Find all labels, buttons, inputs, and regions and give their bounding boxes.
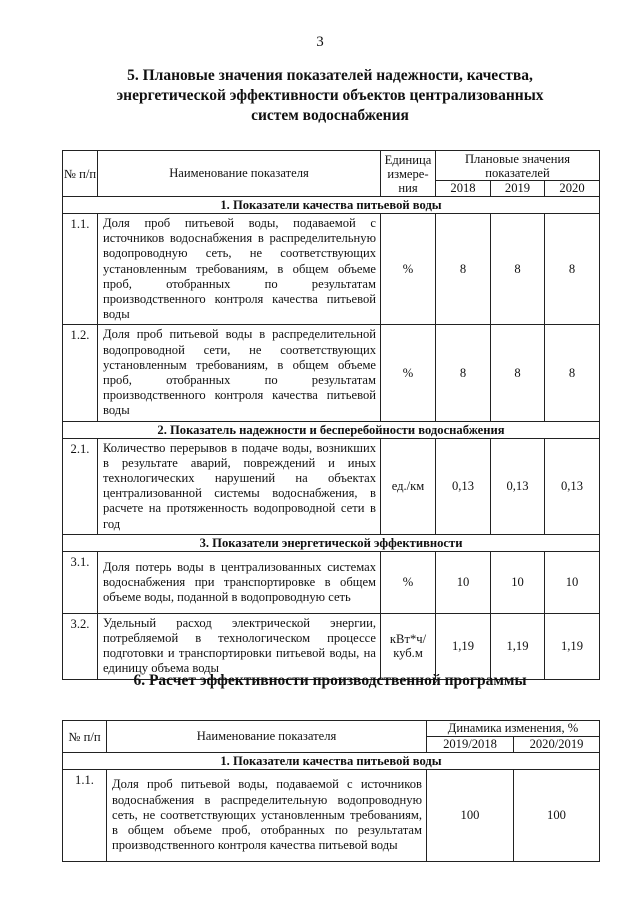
table-row: 1.2. Доля проб питьевой воды в распределительной водопроводной сети, не соответствующих установленным требованиям, в общем объеме проб, отобранных по результатам производственного контроля качества питьевой воды % 8 8 8 — [63, 325, 600, 421]
page-number: 3 — [316, 34, 324, 50]
year-2018-header: 2018 — [436, 181, 491, 197]
section5-title: 5. Плановые значения показателей надежности, качества, энергетической эффективности объектов централизованных систем водоснабжения — [116, 67, 544, 124]
year-2020-header: 2020 — [545, 181, 600, 197]
efficiency-table — [62, 720, 600, 862]
plan-values-table — [62, 150, 600, 680]
period-2020-2019-header: 2020/2019 — [514, 737, 600, 753]
table-row: 1.1. Доля проб питьевой воды, подаваемой с источников водоснабжения в распределительную водопроводную сеть, не соответствующих установленным требованиям, в общем объеме проб, отобранных по результатам производственного контроля качества питьевой воды 100 100 — [63, 770, 600, 862]
period-2019-2018-header: 2019/2018 — [427, 737, 514, 753]
col-num-header: № п/п — [63, 721, 107, 753]
col-dynamics-header: Динамика изменения, % — [427, 721, 600, 737]
group-quality-title: 1. Показатели качества питьевой воды — [63, 197, 600, 214]
year-2019-header: 2019 — [491, 181, 545, 197]
col-name-header: Наименование показателя — [107, 721, 427, 753]
section6-title: 6. Расчет эффективности производственной программы — [133, 672, 527, 689]
group-energy-title: 3. Показатели энергетической эффективности — [63, 534, 600, 551]
col-unit-header: Единица измере-ния — [381, 151, 436, 197]
col-name-header: Наименование показателя — [98, 151, 381, 197]
group-quality-title: 1. Показатели качества питьевой воды — [63, 753, 600, 770]
table-row: 2.1. Количество перерывов в подаче воды, возникших в результате аварий, повреждений и иных технологических нарушений на объектах централизованной системы водоснабжения, в расчете на протяженность водопроводной сети в год ед./км 0,13 0,13 0,13 — [63, 438, 600, 534]
table-row: 1.1. Доля проб питьевой воды, подаваемой с источников водоснабжения в распределительную водопроводную сеть, не соответствующих установленным требованиям, в общем объеме проб, отобранных по результатам производственного контроля качества питьевой воды % 8 8 8 — [63, 214, 600, 325]
table-row: 3.1. Доля потерь воды в централизованных системах водоснабжения при транспортировке в общем объеме воды, поданной в водопроводную сеть % 10 10 10 — [63, 551, 600, 613]
group-reliability-title: 2. Показатель надежности и бесперебойности водоснабжения — [63, 421, 600, 438]
col-plan-header: Плановые значения показателей — [436, 151, 600, 181]
table-row: 3.2. Удельный расход электрической энергии, потребляемой в технологическом процессе подготовки и транспортировки питьевой воды, на единицу объема воды кВт*ч/ куб.м 1,19 1,19 1,19 — [63, 613, 600, 679]
col-num-header: № п/п — [63, 151, 98, 197]
